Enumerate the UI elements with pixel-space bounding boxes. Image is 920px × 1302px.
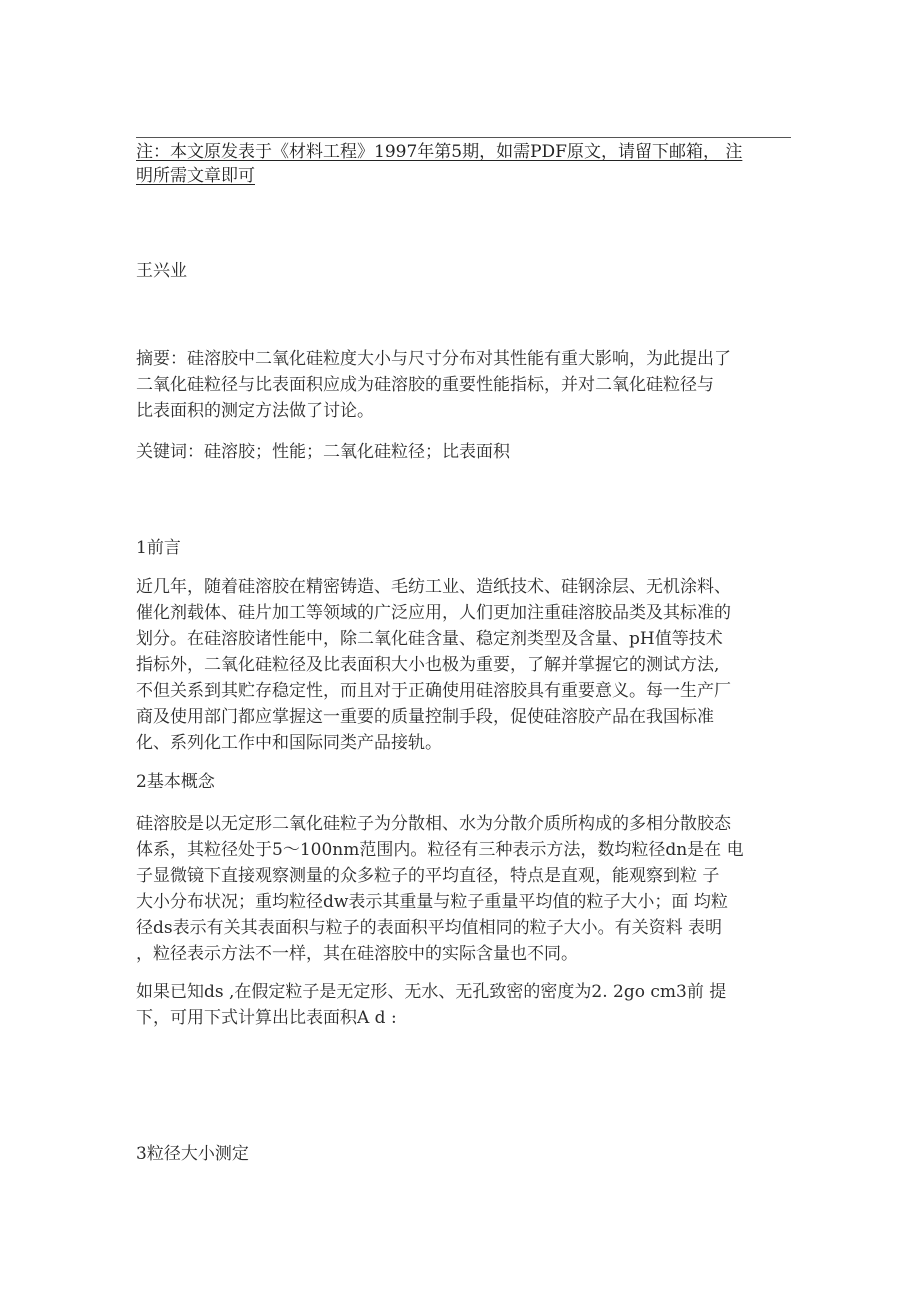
formula-intro-line: 下，可用下式计算出比表面积A d : (136, 1008, 397, 1028)
intro-line: 化、系列化工作中和国际同类产品接轨。 (136, 733, 442, 753)
intro-line: 不但关系到其贮存稳定性，而且对于正确使用硅溶胶具有重要意义。每一生产厂 (136, 681, 731, 701)
concepts-paragraph (136, 811, 786, 967)
concepts-line: 径ds表示有关其表面积与粒子的表面积平均值相同的粒子大小。有关资料 表明 (136, 918, 723, 938)
keywords-line: 关键词：硅溶胶；性能；二氧化硅粒径；比表面积 (136, 442, 510, 462)
formula-intro-line: 如果已知ds ,在假定粒子是无定形、无水、无孔致密的密度为2. 2go cm3前 提 (136, 982, 727, 1002)
abstract-line: 二氧化硅粒径与比表面积应成为硅溶胶的重要性能指标，并对二氧化硅粒径与 (136, 375, 714, 395)
intro-line: 催化剂载体、硅片加工等领域的广泛应用，人们更加注重硅溶胶品类及其标准的 (136, 603, 731, 623)
intro-line: 商及使用部门都应掌握这一重要的质量控制手段，促使硅溶胶产品在我国标准 (136, 707, 714, 727)
section-heading-basic-concepts: 2基本概念 (136, 772, 215, 792)
formula-intro-paragraph (136, 979, 786, 1031)
concepts-line: ，粒径表示方法不一样，其在硅溶胶中的实际含量也不同。 (136, 944, 578, 964)
concepts-line: 子显微镜下直接观察测量的众多粒子的平均直径，特点是直观，能观察到粒 子 (136, 866, 720, 886)
intro-paragraph (136, 574, 786, 756)
publication-note (136, 140, 786, 188)
author-name: 王兴业 (136, 261, 187, 281)
abstract-line: 摘要：硅溶胶中二氧化硅粒度大小与尺寸分布对其性能有重大影响，为此提出了 (136, 349, 731, 369)
publication-note-line: 明所需文章即可 (136, 166, 255, 186)
abstract-line: 比表面积的测定方法做了讨论。 (136, 401, 374, 421)
header-rule (136, 137, 791, 138)
intro-line: 近几年，随着硅溶胶在精密铸造、毛纺工业、造纸技术、硅钢涂层、无机涂料、 (136, 577, 731, 597)
intro-line: 指标外，二氧化硅粒径及比表面积大小也极为重要，了解并掌握它的测试方法, (136, 655, 720, 675)
section-heading-intro: 1前言 (136, 538, 181, 558)
concepts-line: 硅溶胶是以无定形二氧化硅粒子为分散相、水为分散介质所构成的多相分散胶态 (136, 814, 731, 834)
abstract-paragraph (136, 346, 786, 424)
concepts-line: 大小分布状况；重均粒径dw表示其重量与粒子重量平均值的粒子大小；面 均粒 (136, 892, 728, 912)
section-heading-particle-size: 3粒径大小测定 (136, 1144, 249, 1164)
publication-note-line: 注：本文原发表于《材料工程》1997年第5期，如需PDF原文，请留下邮箱， 注 (136, 142, 743, 162)
intro-line: 划分。在硅溶胶诸性能中，除二氧化硅含量、稳定剂类型及含量、pH值等技术 (136, 629, 723, 649)
concepts-line: 体系，其粒径处于5～100nm范围内。粒径有三种表示方法，数均粒径dn是在 电 (136, 840, 744, 860)
